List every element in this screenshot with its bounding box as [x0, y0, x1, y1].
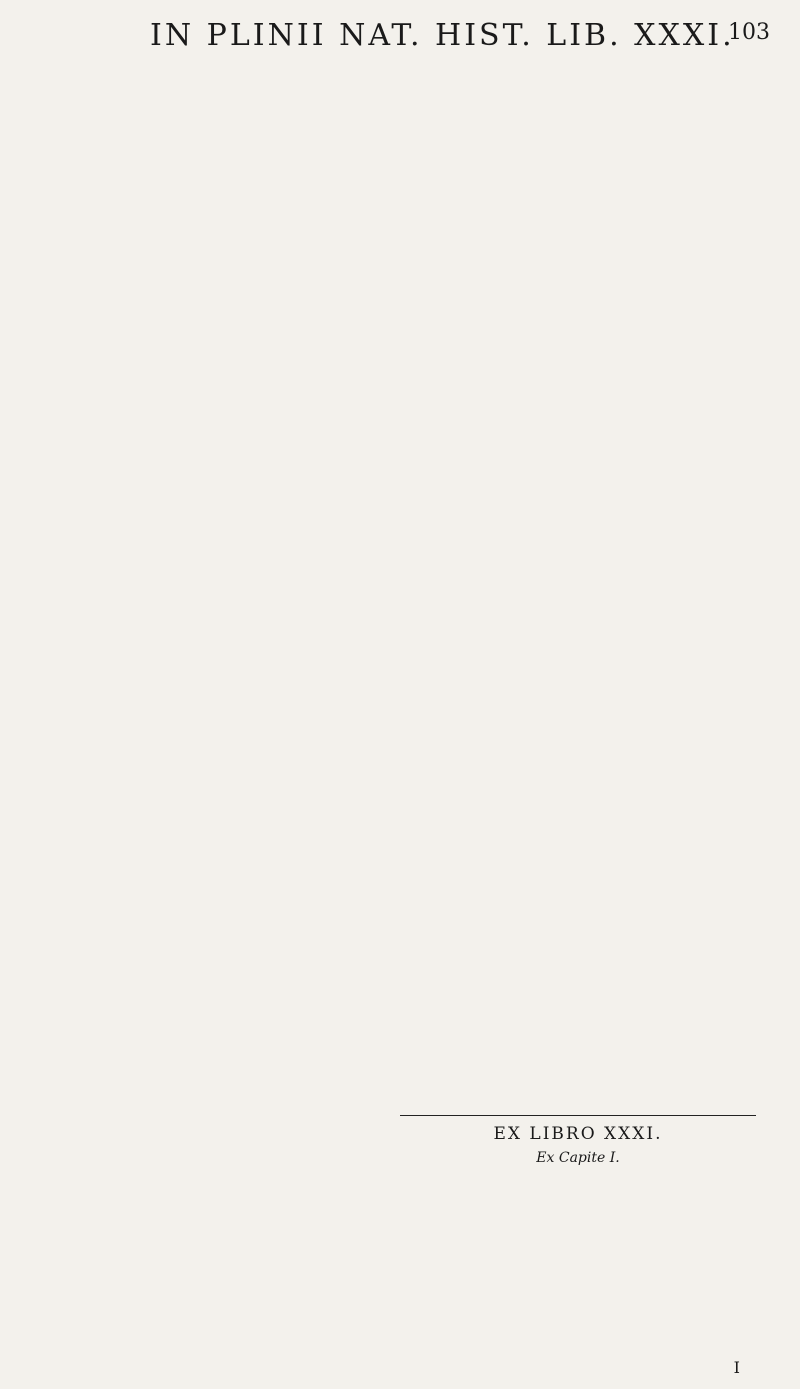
section-rule — [400, 1115, 756, 1116]
running-title: IN PLINII NAT. HIST. LIB. XXXI. — [150, 18, 735, 53]
page-header — [40, 18, 770, 58]
book-heading: EX LIBRO XXXI. — [493, 1124, 663, 1144]
chapter-heading: Ex Capite I. — [536, 1150, 620, 1166]
signature-mark: I — [733, 1358, 740, 1377]
folio-number: 103 — [728, 20, 770, 45]
